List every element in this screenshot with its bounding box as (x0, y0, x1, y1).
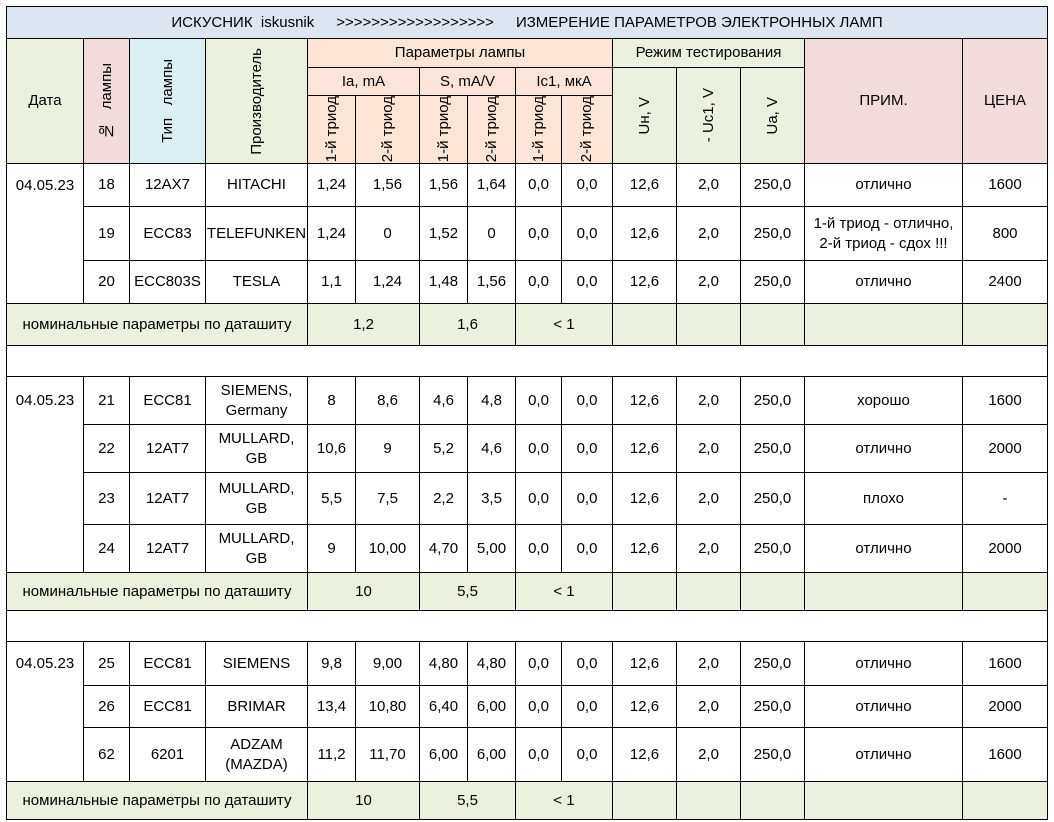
note-line: хорошо (857, 391, 910, 409)
cell-note (805, 377, 963, 425)
cell-type: ECC803S (130, 261, 206, 304)
header-s: S, mA/V (420, 68, 516, 96)
note-line: 1-й триод - отлично, (813, 215, 954, 232)
cell-ic1: 0,0 (516, 261, 562, 304)
header-ic-t1-text: 1-й триод (529, 96, 547, 163)
maker-lines (227, 697, 285, 717)
cell-price: 1600 (963, 377, 1048, 425)
cell-date: 04.05.23 (6, 164, 84, 207)
cell-price: 1600 (963, 642, 1048, 686)
maker-line: (MAZDA) (225, 755, 288, 773)
note-lines (855, 175, 911, 195)
cell-ua: 250,0 (741, 425, 805, 473)
nominal-s: 1,6 (420, 304, 516, 346)
cell-s1: 1,48 (420, 261, 468, 304)
spacer-row (6, 346, 1048, 377)
cell-ia2: 1,24 (356, 261, 420, 304)
nominal-empty (805, 782, 963, 820)
header-uc1 (677, 68, 741, 164)
maker-lines (227, 175, 286, 195)
cell-ic2: 0,0 (562, 164, 613, 207)
cell-price: 800 (963, 207, 1048, 261)
cell-date (6, 686, 84, 728)
cell-s1: 5,2 (420, 425, 468, 473)
cell-type: 6201 (130, 728, 206, 782)
maker-line: TESLA (232, 273, 281, 291)
cell-price: 1600 (963, 728, 1048, 782)
cell-note (805, 728, 963, 782)
cell-type: 12AX7 (130, 164, 206, 207)
cell-price: 2000 (963, 425, 1048, 473)
cell-uc1: 2,0 (677, 207, 741, 261)
note-lines (855, 745, 911, 765)
cell-uh: 12,6 (613, 377, 677, 425)
maker-line: GB (245, 449, 268, 467)
cell-ic2: 0,0 (562, 642, 613, 686)
cell-s1: 4,6 (420, 377, 468, 425)
header-price: ЦЕНА (963, 39, 1048, 164)
maker-line: SIEMENS, (220, 382, 293, 399)
header-ua-text: Ua, V (763, 96, 781, 135)
nominal-label: номинальные параметры по даташиту (6, 304, 308, 346)
cell-num: 19 (84, 207, 130, 261)
header-maker (206, 39, 308, 164)
cell-note (805, 686, 963, 728)
header-type-text: Тип лампы (158, 59, 176, 143)
cell-type: 12AT7 (130, 425, 206, 473)
cell-note (805, 261, 963, 304)
note-line: отлично (855, 697, 912, 715)
cell-uh: 12,6 (613, 425, 677, 473)
nominal-empty (805, 573, 963, 611)
nominal-empty (677, 782, 741, 820)
cell-type: ECC83 (130, 207, 206, 261)
cell-uh: 12,6 (613, 473, 677, 525)
header-uh-text: Uн, V (635, 96, 653, 135)
cell-ia1: 1,24 (308, 207, 356, 261)
cell-ia2: 11,70 (356, 728, 420, 782)
nominal-label: номинальные параметры по даташиту (6, 782, 308, 820)
cell-ia2: 7,5 (356, 473, 420, 525)
cell-s2: 6,00 (468, 728, 516, 782)
cell-ua: 250,0 (741, 728, 805, 782)
cell-price: 2000 (963, 525, 1048, 573)
tube-measurement-sheet (6, 6, 1048, 816)
maker-lines (225, 735, 288, 774)
cell-ua: 250,0 (741, 525, 805, 573)
cell-date (6, 473, 84, 525)
cell-num: 62 (84, 728, 130, 782)
nominal-empty (677, 304, 741, 346)
cell-s2: 6,00 (468, 686, 516, 728)
cell-s2: 4,80 (468, 642, 516, 686)
cell-ic1: 0,0 (516, 425, 562, 473)
title-right: ИЗМЕРЕНИЕ ПАРАМЕТРОВ ЭЛЕКТРОННЫХ ЛАМП (515, 13, 883, 31)
cell-ia1: 13,4 (308, 686, 356, 728)
header-uc1-text: - Uc1, V (699, 88, 717, 143)
maker-line: SIEMENS (222, 654, 291, 672)
header-date: Дата (6, 39, 84, 164)
cell-type: 12AT7 (130, 473, 206, 525)
cell-uc1: 2,0 (677, 525, 741, 573)
header-ic-t2 (562, 96, 613, 164)
cell-ia2: 1,56 (356, 164, 420, 207)
cell-ic1: 0,0 (516, 728, 562, 782)
cell-price: - (963, 473, 1048, 525)
header-s-t2-text: 2-й триод (482, 96, 500, 163)
cell-note (805, 642, 963, 686)
cell-ua: 250,0 (741, 473, 805, 525)
note-line: отлично (855, 745, 912, 763)
cell-note (805, 207, 963, 261)
cell-ua: 250,0 (741, 642, 805, 686)
cell-s2: 5,00 (468, 525, 516, 573)
cell-uc1: 2,0 (677, 642, 741, 686)
cell-num: 21 (84, 377, 130, 425)
cell-ia2: 10,00 (356, 525, 420, 573)
cell-date: 04.05.23 (6, 377, 84, 425)
header-note: ПРИМ. (805, 39, 963, 164)
header-type (130, 39, 206, 164)
header-ia-t1 (308, 96, 356, 164)
cell-ua: 250,0 (741, 164, 805, 207)
maker-lines (219, 429, 295, 468)
maker-line: GB (245, 549, 268, 567)
nominal-empty (963, 304, 1048, 346)
cell-ic1: 0,0 (516, 377, 562, 425)
cell-num: 20 (84, 261, 130, 304)
maker-lines (219, 529, 295, 568)
header-ia: Ia, mA (308, 68, 420, 96)
nominal-empty (963, 782, 1048, 820)
header-params: Параметры лампы (308, 39, 613, 68)
note-lines (855, 654, 911, 674)
cell-s1: 4,70 (420, 525, 468, 573)
note-lines (855, 439, 911, 459)
cell-ia1: 1,1 (308, 261, 356, 304)
note-line: отлично (855, 176, 912, 194)
nominal-s: 5,5 (420, 573, 516, 611)
maker-lines (219, 479, 295, 518)
cell-num: 24 (84, 525, 130, 573)
header-uh (613, 68, 677, 164)
cell-num: 18 (84, 164, 130, 207)
maker-line: MULLARD, (218, 430, 295, 447)
cell-ua: 250,0 (741, 377, 805, 425)
cell-ic2: 0,0 (562, 207, 613, 261)
cell-ic2: 0,0 (562, 728, 613, 782)
cell-ia2: 9,00 (356, 642, 420, 686)
cell-uc1: 2,0 (677, 728, 741, 782)
cell-ia2: 9 (356, 425, 420, 473)
title-left: ИСКУСНИК iskusnik (171, 13, 315, 31)
maker-lines (221, 381, 293, 420)
maker-line: MULLARD, (218, 530, 295, 547)
maker-line: HITACHI (227, 176, 286, 194)
nominal-empty (677, 573, 741, 611)
header-ia-t2-text: 2-й триод (378, 96, 396, 163)
note-line: отлично (855, 439, 912, 457)
maker-lines (233, 272, 281, 292)
cell-ic1: 0,0 (516, 642, 562, 686)
nominal-empty (741, 304, 805, 346)
cell-price: 2400 (963, 261, 1048, 304)
note-lines (855, 272, 911, 292)
nominal-empty (613, 304, 677, 346)
cell-ia1: 9 (308, 525, 356, 573)
cell-ic2: 0,0 (562, 425, 613, 473)
cell-type: ECC81 (130, 377, 206, 425)
cell-s2: 3,5 (468, 473, 516, 525)
header-s-t1-text: 1-й триод (434, 96, 452, 163)
cell-uc1: 2,0 (677, 377, 741, 425)
cell-ua: 250,0 (741, 207, 805, 261)
nominal-empty (741, 782, 805, 820)
title-arrows: >>>>>>>>>>>>>>>>>> (336, 13, 494, 31)
cell-ic2: 0,0 (562, 473, 613, 525)
cell-s2: 0 (468, 207, 516, 261)
header-maker-text: Производитель (247, 47, 265, 155)
nominal-ic: < 1 (516, 782, 613, 820)
cell-date: 04.05.23 (6, 642, 84, 686)
cell-ic2: 0,0 (562, 377, 613, 425)
nominal-s: 5,5 (420, 782, 516, 820)
cell-ic1: 0,0 (516, 164, 562, 207)
cell-uc1: 2,0 (677, 473, 741, 525)
maker-line: MULLARD, (218, 480, 295, 497)
nominal-ia: 1,2 (308, 304, 420, 346)
nominal-ic: < 1 (516, 573, 613, 611)
cell-maker (206, 377, 308, 425)
note-line: отлично (855, 273, 912, 291)
cell-uh: 12,6 (613, 728, 677, 782)
header-ia-t2 (356, 96, 420, 164)
cell-s2: 1,64 (468, 164, 516, 207)
cell-maker (206, 207, 308, 261)
cell-ua: 250,0 (741, 686, 805, 728)
nominal-empty (613, 573, 677, 611)
note-line: 2-й триод - сдох !!! (819, 234, 948, 252)
note-line: плохо (863, 489, 904, 507)
nominal-empty (741, 573, 805, 611)
header-num-text: № лампы (97, 63, 115, 139)
cell-s1: 6,40 (420, 686, 468, 728)
header-ic-t1 (516, 96, 562, 164)
cell-num: 22 (84, 425, 130, 473)
cell-note (805, 473, 963, 525)
cell-num: 25 (84, 642, 130, 686)
cell-ic2: 0,0 (562, 525, 613, 573)
cell-maker (206, 642, 308, 686)
cell-type: ECC81 (130, 642, 206, 686)
cell-ic1: 0,0 (516, 207, 562, 261)
spacer-row (6, 611, 1048, 642)
cell-uc1: 2,0 (677, 425, 741, 473)
cell-ia1: 5,5 (308, 473, 356, 525)
cell-ia1: 1,24 (308, 164, 356, 207)
header-mode: Режим тестирования (613, 39, 805, 68)
header-ic1: Ic1, мкА (516, 68, 613, 96)
cell-num: 23 (84, 473, 130, 525)
cell-type: 12AT7 (130, 525, 206, 573)
cell-s2: 4,8 (468, 377, 516, 425)
nominal-ia: 10 (308, 782, 420, 820)
cell-maker (206, 525, 308, 573)
cell-ia1: 11,2 (308, 728, 356, 782)
note-lines (814, 214, 954, 253)
nominal-label: номинальные параметры по даташиту (6, 573, 308, 611)
maker-line: GB (245, 499, 268, 517)
maker-line: Germany (225, 401, 288, 419)
cell-s1: 1,56 (420, 164, 468, 207)
maker-line: BRIMAR (227, 697, 286, 715)
note-lines (855, 539, 911, 559)
note-line: отлично (855, 539, 912, 557)
header-ua (741, 68, 805, 164)
cell-maker (206, 425, 308, 473)
cell-uh: 12,6 (613, 207, 677, 261)
cell-uc1: 2,0 (677, 261, 741, 304)
cell-date (6, 728, 84, 782)
nominal-empty (613, 782, 677, 820)
cell-ia2: 8,6 (356, 377, 420, 425)
cell-maker (206, 473, 308, 525)
note-lines (855, 697, 911, 717)
header-ic-t2-text: 2-й триод (578, 96, 596, 163)
cell-price: 2000 (963, 686, 1048, 728)
cell-ic2: 0,0 (562, 261, 613, 304)
cell-s2: 4,6 (468, 425, 516, 473)
cell-maker (206, 164, 308, 207)
note-lines (857, 391, 910, 411)
cell-ia1: 9,8 (308, 642, 356, 686)
cell-ic2: 0,0 (562, 686, 613, 728)
cell-note (805, 425, 963, 473)
maker-lines (207, 224, 306, 244)
cell-ia1: 8 (308, 377, 356, 425)
title-bar (6, 6, 1048, 39)
note-lines (863, 489, 904, 509)
cell-uh: 12,6 (613, 525, 677, 573)
cell-num: 26 (84, 686, 130, 728)
cell-maker (206, 686, 308, 728)
cell-s2: 1,56 (468, 261, 516, 304)
cell-date (6, 425, 84, 473)
cell-ic1: 0,0 (516, 525, 562, 573)
cell-ua: 250,0 (741, 261, 805, 304)
header-s-t1 (420, 96, 468, 164)
cell-date (6, 207, 84, 261)
cell-maker (206, 261, 308, 304)
cell-date (6, 261, 84, 304)
cell-s1: 1,52 (420, 207, 468, 261)
cell-uh: 12,6 (613, 261, 677, 304)
header-ia-t1-text: 1-й триод (322, 96, 340, 163)
cell-s1: 4,80 (420, 642, 468, 686)
cell-uh: 12,6 (613, 642, 677, 686)
cell-uh: 12,6 (613, 686, 677, 728)
cell-uc1: 2,0 (677, 164, 741, 207)
cell-s1: 2,2 (420, 473, 468, 525)
maker-lines (223, 654, 291, 674)
nominal-ic: < 1 (516, 304, 613, 346)
maker-line: TELEFUNKEN (206, 224, 307, 242)
cell-maker (206, 728, 308, 782)
cell-note (805, 164, 963, 207)
cell-type: ECC81 (130, 686, 206, 728)
cell-s1: 6,00 (420, 728, 468, 782)
cell-ic1: 0,0 (516, 473, 562, 525)
nominal-ia: 10 (308, 573, 420, 611)
cell-ic1: 0,0 (516, 686, 562, 728)
cell-uh: 12,6 (613, 164, 677, 207)
cell-date (6, 525, 84, 573)
header-num (84, 39, 130, 164)
cell-ia2: 10,80 (356, 686, 420, 728)
cell-note (805, 525, 963, 573)
cell-ia1: 10,6 (308, 425, 356, 473)
cell-uc1: 2,0 (677, 686, 741, 728)
cell-ia2: 0 (356, 207, 420, 261)
header-s-t2 (468, 96, 516, 164)
maker-line: ADZAM (230, 736, 283, 753)
cell-price: 1600 (963, 164, 1048, 207)
nominal-empty (963, 573, 1048, 611)
note-line: отлично (855, 654, 912, 672)
nominal-empty (805, 304, 963, 346)
